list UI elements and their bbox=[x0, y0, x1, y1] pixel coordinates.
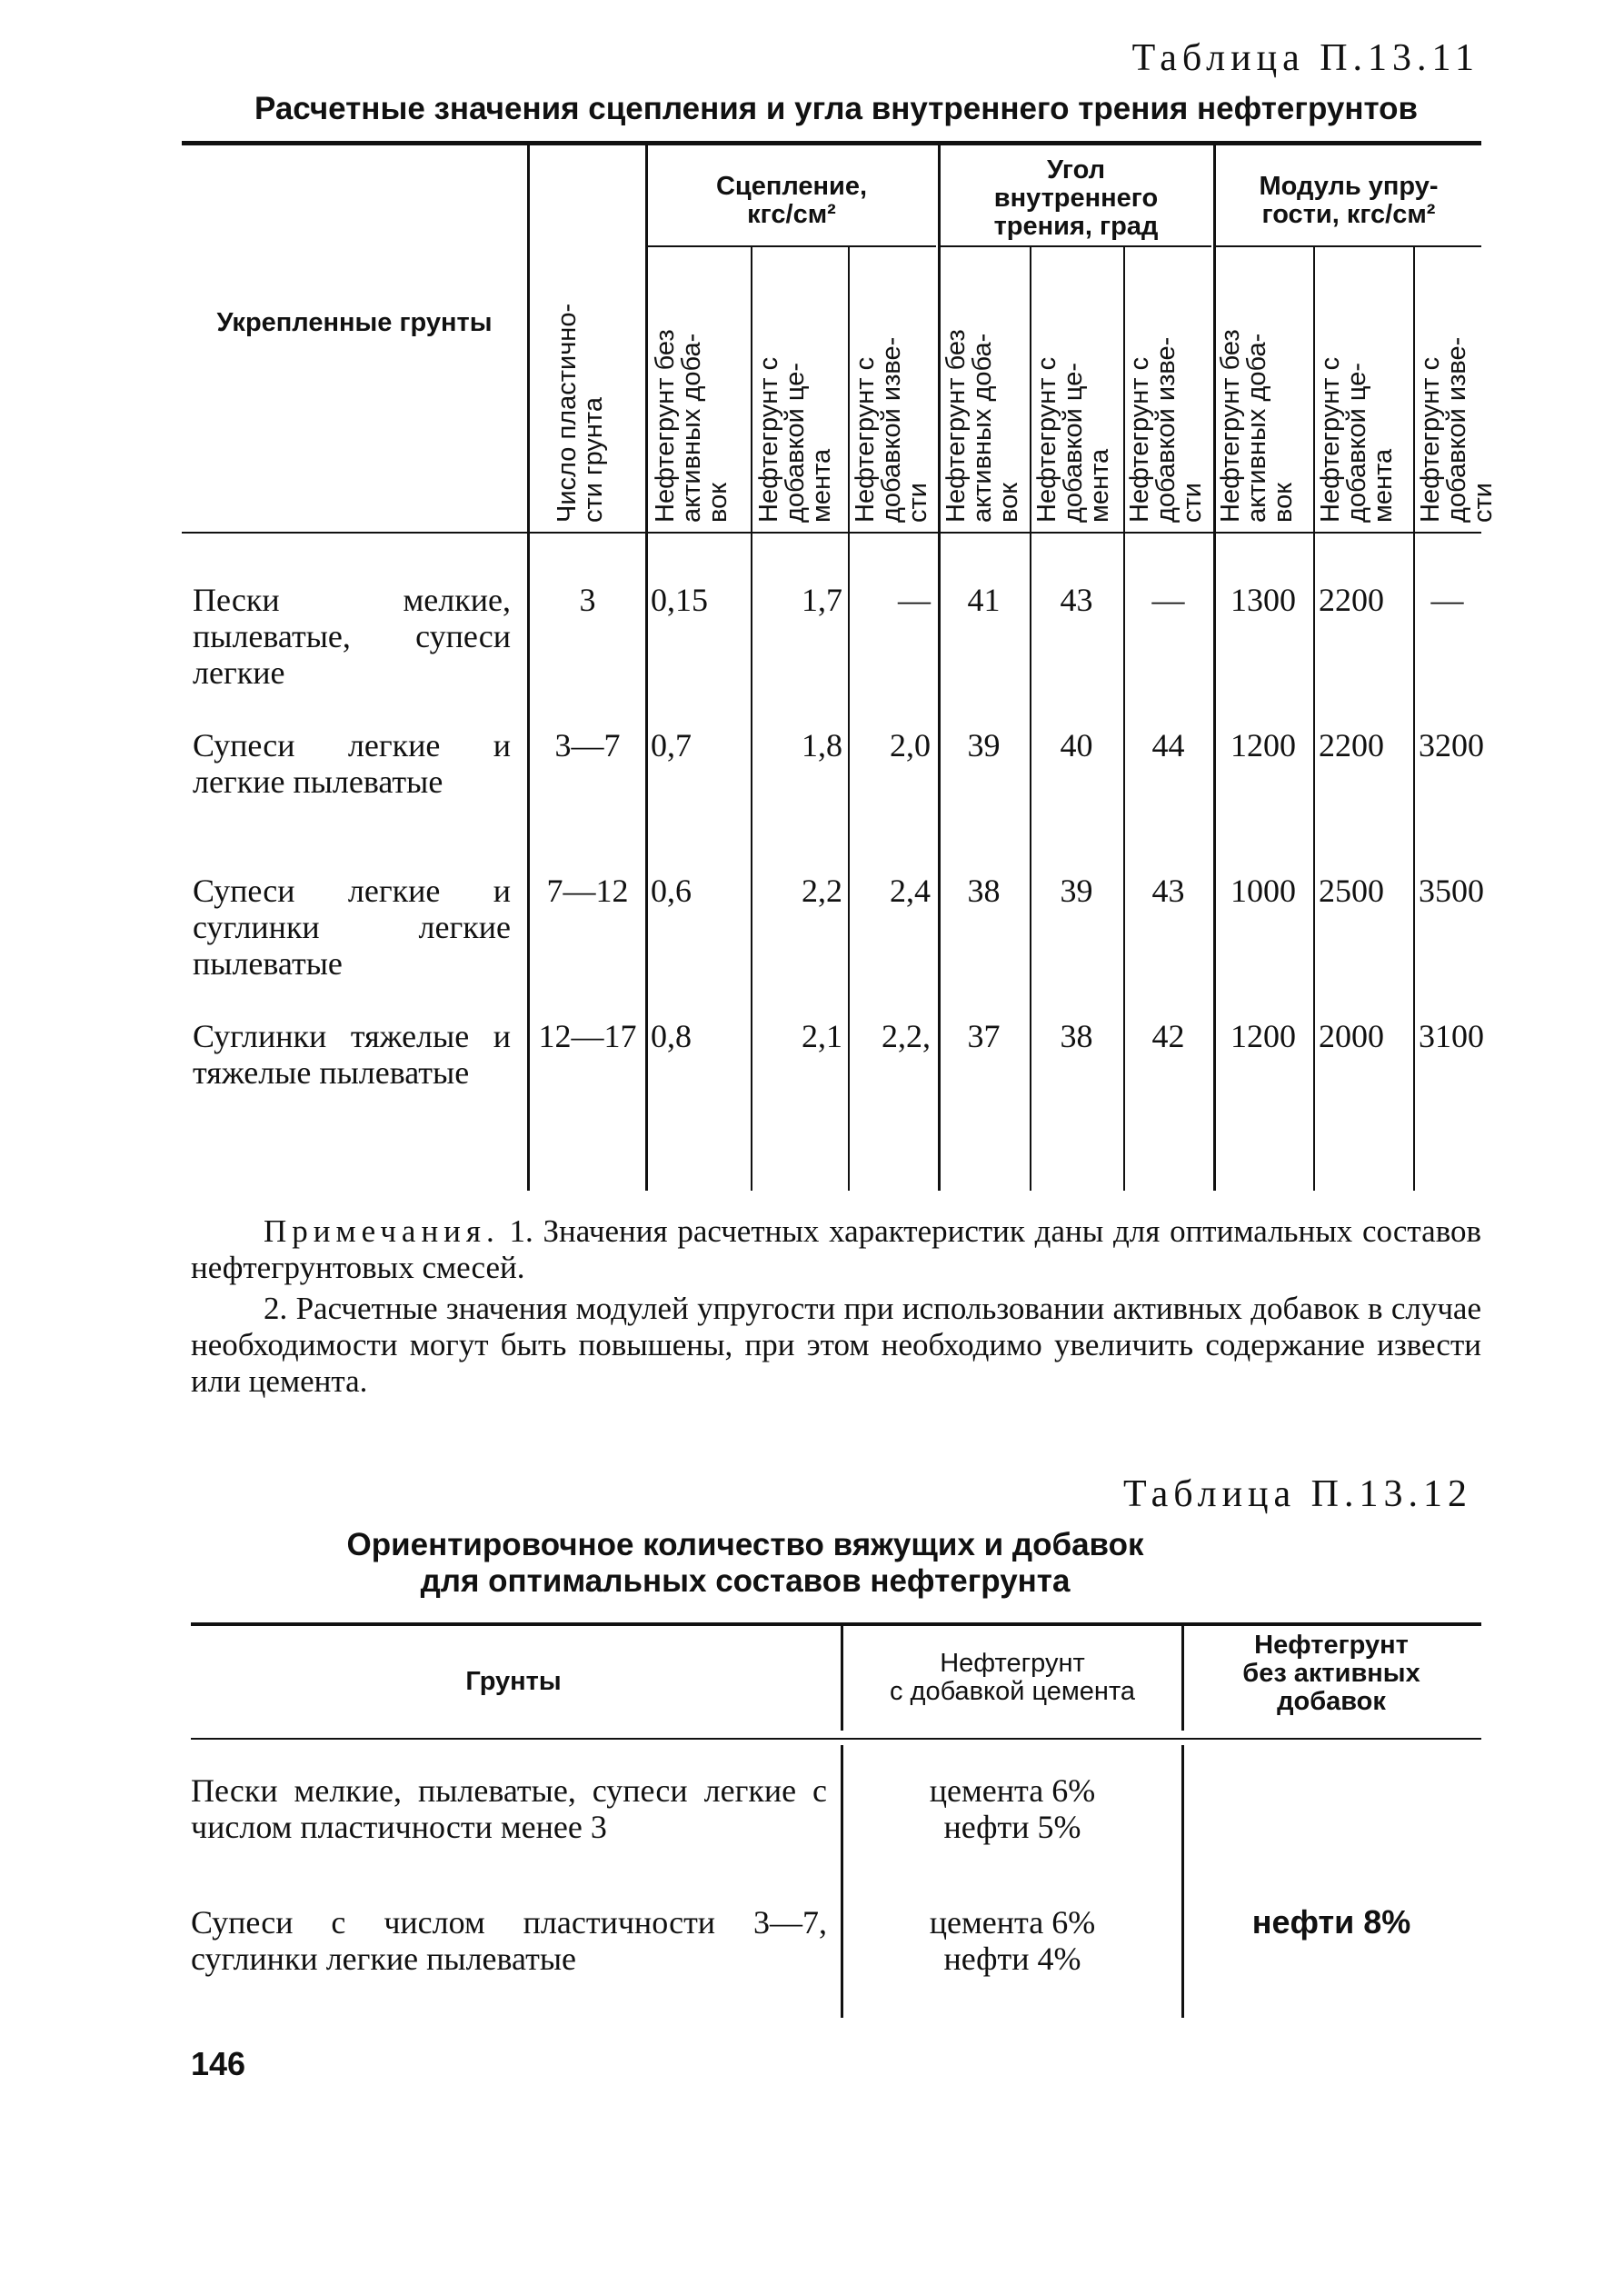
table-cell: 1,7 bbox=[802, 582, 842, 618]
col-divider bbox=[1181, 1745, 1184, 2018]
table2-title bbox=[182, 1527, 1309, 1600]
header-group-friction: Угол внутреннего трения, град bbox=[993, 155, 1159, 241]
col-divider bbox=[1313, 247, 1315, 1191]
subheader-friction-lime: Нефтегрунт с добавкой изве- сти bbox=[1125, 336, 1207, 523]
table-cell: 2,1 bbox=[802, 1018, 842, 1054]
table-cell: 0,7 bbox=[651, 727, 692, 763]
table-cell: 0,8 bbox=[651, 1018, 692, 1054]
table1-header-rule bbox=[182, 532, 1481, 534]
table-cell: 42 bbox=[1151, 1018, 1185, 1054]
table2-row2-cement: цемента 6% нефти 4% bbox=[929, 1904, 1096, 1977]
notes-label: Примечания. bbox=[264, 1213, 500, 1249]
table1-note-1 bbox=[191, 1213, 1481, 1286]
table-cell: 41 bbox=[967, 582, 1001, 618]
table-cell: 39 bbox=[967, 727, 1001, 763]
table1-note-2: 2. Расчетные значения модулей упругости при использовании активных добавок в случае необходимости могут быть повышены, при этом необходимо увеличить содержание извести или цемента. bbox=[191, 1291, 1481, 1399]
col-divider bbox=[1030, 247, 1031, 1191]
subheader-modulus-cement: Нефтегрунт с добавкой це- мента bbox=[1316, 356, 1398, 523]
table2-title-line1: Ориентировочное количество вяжущих и добавок bbox=[346, 1527, 1144, 1562]
col-divider bbox=[1181, 1626, 1184, 1731]
col-divider bbox=[938, 145, 941, 1191]
table-cell: 39 bbox=[1060, 873, 1093, 909]
soil-name: Супеси легкие и легкие пылеватые bbox=[193, 727, 511, 800]
table-cell: 1000 bbox=[1230, 873, 1296, 909]
table-cell: 1200 bbox=[1230, 727, 1296, 763]
page-number: 146 bbox=[191, 2045, 246, 2082]
table-cell: 40 bbox=[1060, 727, 1093, 763]
table-cell: 3200 bbox=[1419, 727, 1484, 763]
table1-title: Расчетные значения сцепления и угла внутреннего трения нефтегрунтов bbox=[254, 91, 1419, 126]
group-underline bbox=[1215, 245, 1481, 247]
table-cell: 1200 bbox=[1230, 1018, 1296, 1054]
group-underline bbox=[647, 245, 936, 247]
table2-row1-cement: цемента 6% нефти 5% bbox=[929, 1772, 1096, 1845]
header-group-cohesion: Сцепление, кгс/см² bbox=[715, 172, 868, 229]
table-cell: 2,2, bbox=[882, 1018, 931, 1054]
table-cell: 1,8 bbox=[802, 727, 842, 763]
note-1-text: 1. Значения расчетных характеристик даны для оптимальных составов нефтегрунтовых смесей. bbox=[191, 1213, 1482, 1285]
table-cell: 2,0 bbox=[890, 727, 931, 763]
soil-name: Суглинки тяжелые и тяжелые пылеватые bbox=[193, 1018, 511, 1091]
table-cell: 2000 bbox=[1319, 1018, 1384, 1054]
col-divider bbox=[1413, 247, 1415, 1191]
table-cell: 2,4 bbox=[890, 873, 931, 909]
col-divider bbox=[841, 1626, 843, 1731]
plasticity-value: 12—17 bbox=[538, 1018, 637, 1054]
table2-top-rule bbox=[191, 1622, 1481, 1626]
table-cell: — bbox=[1430, 582, 1464, 618]
table-cell: — bbox=[1151, 582, 1185, 618]
subheader-modulus-none: Нефтегрунт без активных доба- вок bbox=[1216, 329, 1298, 523]
plasticity-value: 3 bbox=[579, 582, 596, 618]
subheader-modulus-lime: Нефтегрунт с добавкой изве- сти bbox=[1416, 336, 1498, 523]
soil-name: Пески мелкие, пылеватые, супеси легкие bbox=[193, 582, 511, 691]
table-cell: 2,2 bbox=[802, 873, 842, 909]
table-cell: 2200 bbox=[1319, 582, 1384, 618]
group-underline bbox=[940, 245, 1211, 247]
table2-no-additives: нефти 8% bbox=[1251, 1903, 1411, 1941]
subheader-cohesion-cement: Нефтегрунт с добавкой це- мента bbox=[754, 356, 836, 523]
col-divider bbox=[751, 247, 752, 1191]
table2-row1-soil: Пески мелкие, пылеватые, супеси легкие с числом пластичности менее 3 bbox=[191, 1772, 827, 1845]
table1-number: Таблица П.13.11 bbox=[1131, 37, 1480, 79]
header-soil: Укрепленные грунты bbox=[216, 308, 493, 337]
soil-name: Супеси легкие и суглинки легкие пылеватые bbox=[193, 873, 511, 982]
table2-header-none: Нефтегрунт без активных добавок bbox=[1242, 1631, 1420, 1716]
subheader-friction-cement: Нефтегрунт с добавкой це- мента bbox=[1032, 356, 1114, 523]
col-divider bbox=[841, 1745, 843, 2018]
table1-top-rule bbox=[182, 141, 1481, 145]
header-group-modulus: Модуль упру- гости, кгс/см² bbox=[1259, 172, 1439, 229]
col-divider bbox=[645, 145, 648, 1191]
table-cell: 43 bbox=[1151, 873, 1185, 909]
subheader-cohesion-none: Нефтегрунт без активных доба- вок bbox=[651, 329, 732, 523]
col-divider bbox=[1213, 145, 1216, 1191]
subheader-cohesion-lime: Нефтегрунт с добавкой изве- сти bbox=[851, 336, 932, 523]
table-cell: 3500 bbox=[1419, 873, 1484, 909]
table-cell: 1300 bbox=[1230, 582, 1296, 618]
plasticity-value: 3—7 bbox=[554, 727, 621, 763]
table-cell: 43 bbox=[1060, 582, 1093, 618]
table2-title-line2: для оптимальных составов нефтегрунта bbox=[420, 1563, 1071, 1599]
table-cell: 37 bbox=[967, 1018, 1001, 1054]
table-cell: — bbox=[898, 582, 931, 618]
plasticity-value: 7—12 bbox=[546, 873, 629, 909]
table-cell: 38 bbox=[967, 873, 1001, 909]
table2-header-rule bbox=[191, 1738, 1481, 1740]
table2-header-cement: Нефтегрунт с добавкой цемента bbox=[889, 1649, 1136, 1706]
table-cell: 44 bbox=[1151, 727, 1185, 763]
table2-header-soil: Грунты bbox=[465, 1667, 562, 1696]
header-plasticity: Число пластично- сти грунта bbox=[553, 303, 608, 523]
subheader-friction-none: Нефтегрунт без активных доба- вок bbox=[942, 329, 1023, 523]
table-cell: 0,15 bbox=[651, 582, 708, 618]
table-cell: 2200 bbox=[1319, 727, 1384, 763]
table-cell: 0,6 bbox=[651, 873, 692, 909]
col-divider bbox=[848, 247, 850, 1191]
table-cell: 38 bbox=[1060, 1018, 1093, 1054]
table-cell: 2500 bbox=[1319, 873, 1384, 909]
table2-row2-soil: Супеси с числом пластичности 3—7, суглинки легкие пылеватые bbox=[191, 1904, 827, 1977]
table-cell: 3100 bbox=[1419, 1018, 1484, 1054]
table2-number: Таблица П.13.12 bbox=[1123, 1473, 1472, 1515]
